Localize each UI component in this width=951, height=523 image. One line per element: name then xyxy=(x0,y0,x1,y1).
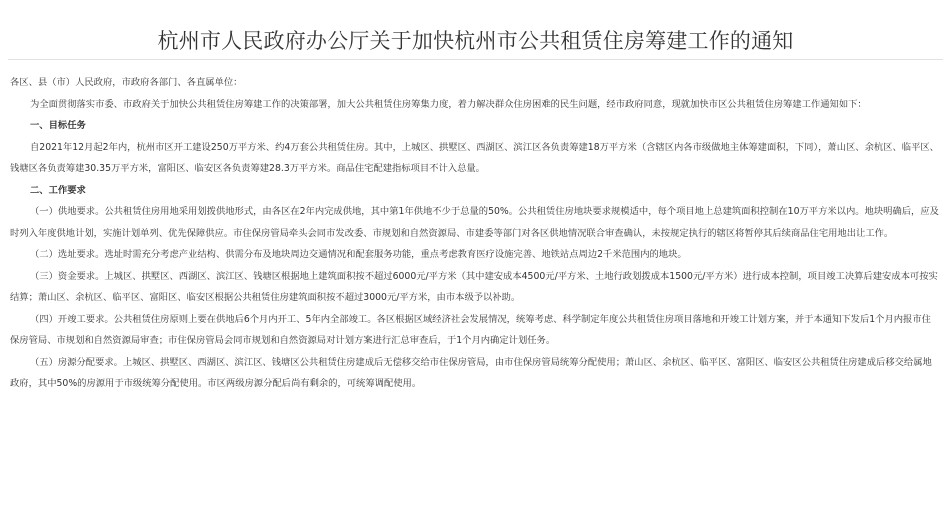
intro-paragraph: 为全面贯彻落实市委、市政府关于加快公共租赁住房筹建工作的决策部署，加大公共租赁住房筹集力度，着力解决群众住房困难的民生问题，经市政府同意，现就加快市区公共租赁住房筹建工作通知如下： xyxy=(30,98,867,110)
salutation: 各区、县（市）人民政府，市政府各部门、各直属单位： xyxy=(10,77,243,88)
title-divider xyxy=(8,59,943,60)
requirement-land-supply: （一）供地要求。公共租赁住房用地采用划拨供地形式，由各区在2年内完成供地，其中第1年供地不少于总量的50%。公共租赁住房地块要求规模适中，每个项目地上总建筑面积控制在10万平方米以内。地块明确后，应及时列入年度供地计划，实施计划单列、优先保障供应。市住保房管局牵头会同市发改委、市规划和自然资源局、市建委等部门对各区供地情况联合审查确认，未按规定执行的辖区将暂停其后续商品住宅用地出让工作。 xyxy=(10,206,939,239)
targets-paragraph: 自2021年12月起2年内，杭州市区开工建设250万平方米、约4万套公共租赁住房。其中，上城区、拱墅区、西湖区、滨江区各负责筹建18万平方米（含辖区内各市级做地主体筹建面积，下同），萧山区、余杭区、临平区、钱塘区各负责筹建30.35万平方米，富阳区、临安区各负责筹建28.3万平方米。商品住宅配建指标项目不计入总量。 xyxy=(10,141,939,174)
document-body xyxy=(10,72,940,395)
page-title: 杭州市人民政府办公厅关于加快杭州市公共租赁住房筹建工作的通知 xyxy=(157,29,794,54)
requirement-site-selection: （二）选址要求。选址时需充分考虑产业结构、供需分布及地块周边交通情况和配套服务功能，重点考虑教育医疗设施完善、地铁站点周边2千米范围内的地块。 xyxy=(30,249,687,260)
requirement-funding: （三）资金要求。上城区、拱墅区、西湖区、滨江区、钱塘区根据地上建筑面积按不超过6000元/平方米（其中建安成本4500元/平方米、土地行政划拨成本1500元/平方米）进行成本控制，项目竣工决算后建安成本可按实结算；萧山区、余杭区、临平区、富阳区、临安区根据公共租赁住房建筑面积按不超过3000元/平方米，由市本级予以补助。 xyxy=(10,270,938,303)
section-heading-requirements: 二、工作要求 xyxy=(30,184,86,196)
requirement-construction-schedule: （四）开竣工要求。公共租赁住房原则上要在供地后6个月内开工、5年内全部竣工。各区根据区域经济社会发展情况，统筹考虑、科学制定年度公共租赁住房项目落地和开竣工计划方案，并于本通知下发后1个月内报市住保房管局、市规划和自然资源局审查；市住保房管局会同市规划和自然资源局对计划方案进行汇总审查后，于1个月内确定计划任务。 xyxy=(10,313,931,346)
requirement-housing-allocation: （五）房源分配要求。上城区、拱墅区、西湖区、滨江区、钱塘区公共租赁住房建成后无偿移交给市住保房管局，由市住保房管局统筹分配使用；萧山区、余杭区、临平区、富阳区、临安区公共租赁住房建成后移交给属地政府，其中50%的房源用于市级统筹分配使用。市区两级房源分配后尚有剩余的，可统筹调配使用。 xyxy=(10,356,932,389)
section-heading-targets: 一、目标任务 xyxy=(30,120,86,131)
